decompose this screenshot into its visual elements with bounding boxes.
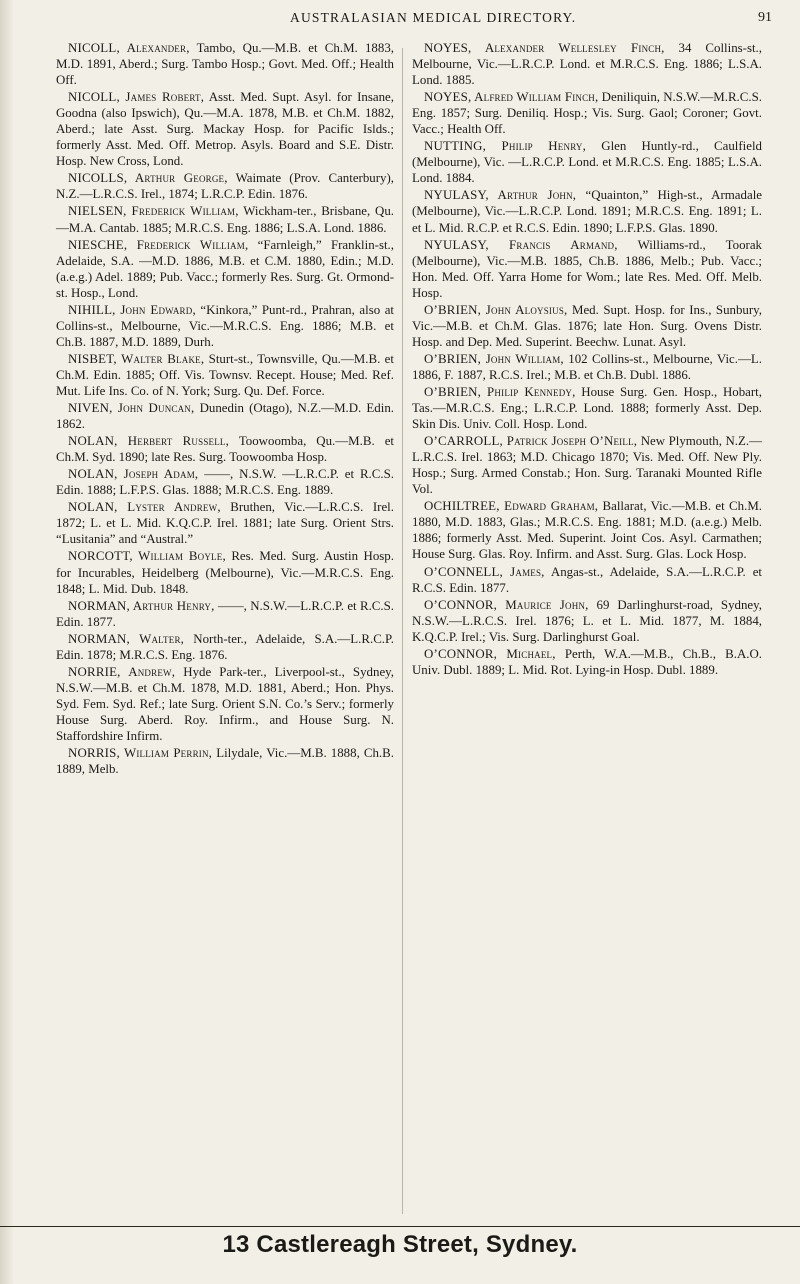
entry-name: NICOLLS, Arthur George, xyxy=(68,171,228,186)
footer xyxy=(0,1226,800,1259)
entry-details: “Farnleigh,” Franklin-st., Adelaide, S.A. —M.D. 1886, M.B. et C.M. 1880, Edin.; M.D. (a.e.g.) Adel. 1889; Pub. Vacc.; formerly Res. Surg. Gt. Ormond-st. Hosp., Lond. xyxy=(56,237,394,300)
directory-entry xyxy=(56,745,394,777)
directory-entry xyxy=(412,384,762,432)
page-edge-shadow xyxy=(0,0,14,1284)
entry-details: Angas-st., Adelaide, S.A.—L.R.C.P. et R.C.S. Edin. 1877. xyxy=(412,564,762,595)
running-title: AUSTRALASIAN MEDICAL DIRECTORY. xyxy=(290,10,577,25)
entry-name: NUTTING, Philip Henry, xyxy=(424,139,587,154)
entry-details: Dunedin (Otago), N.Z.—M.D. Edin. 1862. xyxy=(56,401,394,432)
right-column xyxy=(412,40,762,679)
entry-details: 34 Collins-st., Melbourne, Vic.—L.R.C.P. Lond. et M.R.C.S. Eng. 1886; L.S.A. Lond. 1885. xyxy=(412,41,762,88)
directory-entry xyxy=(56,499,394,547)
directory-entry xyxy=(412,40,762,88)
directory-entry xyxy=(56,598,394,630)
directory-entry xyxy=(412,302,762,350)
directory-entry xyxy=(412,498,762,562)
entry-name: O’BRIEN, John William, xyxy=(424,351,564,366)
entry-details: Hyde Park-ter., Liverpool-st., Sydney, N.S.W.—M.B. et Ch.M. 1878, M.D. 1881, Aberd.; Hon. Phys. Syd. Fem. Syd. Ref.; late Surg. Orient S.N. Co.’s Serv.; formerly House Surg. Aberd. Roy. Infirm., and House Surg. N. Staffordshire Infirm. xyxy=(56,664,394,743)
entry-details: Med. Supt. Hosp. for Ins., Sunbury, Vic.—M.B. et Ch.M. Glas. 1876; late Hon. Surg. Ovens Distr. Hosp. and Dep. Med. Superint. Beechw. Lunat. Asyl. xyxy=(412,302,762,349)
directory-entry xyxy=(412,597,762,645)
directory-entry xyxy=(56,664,394,744)
entry-name: O’CONNOR, Michael, xyxy=(424,646,556,661)
entry-details: House Surg. Gen. Hosp., Hobart, Tas.—M.R.C.S. Eng.; L.R.C.P. Lond. 1888; formerly Asst. Dep. Skin Dis. Univ. Coll. Hosp. Lond. xyxy=(412,384,762,432)
entry-details: “Quainton,” High-st., Armadale (Melbourne), Vic.—L.R.C.P. Lond. 1891; M.R.C.S. Eng. 1891; L. et L. Mid. R.C.P. et R.C.S. Edin. 1890; L.F.P.S. Glas. 1890. xyxy=(412,188,762,235)
entry-details: “Kinkora,” Punt-rd., Prahran, also at Collins-st., Melbourne, Vic.—M.R.C.S. Eng. 1886; M.B. et Ch.B. 1887, M.D. 1889, Durh. xyxy=(56,302,394,349)
running-header xyxy=(60,10,772,34)
entry-name: O’CONNELL, James, xyxy=(424,564,545,579)
entry-name: O’CARROLL, Patrick Joseph O’Neill, xyxy=(424,434,638,449)
entry-name: NORRIE, Andrew, xyxy=(68,664,176,679)
directory-entry xyxy=(412,564,762,596)
directory-entry xyxy=(56,466,394,498)
directory-entry xyxy=(412,89,762,137)
directory-entry xyxy=(412,351,762,383)
entry-details: Tambo, Qu.—M.B. et Ch.M. 1883, M.D. 1891, Aberd.; Surg. Tambo Hosp.; Govt. Med. Off.; Health Off. xyxy=(56,41,394,88)
directory-entry xyxy=(56,170,394,202)
entry-details: North-ter., Adelaide, S.A.—L.R.C.P. Edin. 1878; M.R.C.S. Eng. 1876. xyxy=(56,631,394,662)
footer-address: 13 Castlereagh Street, Sydney. xyxy=(222,1231,578,1258)
entry-name: OCHILTREE, Edward Graham, xyxy=(424,499,599,514)
entry-name: NICOLL, Alexander, xyxy=(68,41,190,55)
entry-details: Williams-rd., Toorak (Melbourne), Vic.—M.B. 1885, Ch.B. 1886, Melb.; Pub. Vacc.; Hon. Med. Off. Yarra Home for Wom.; late Res. Med. Off. Melb. Hosp. xyxy=(412,237,762,300)
directory-entry xyxy=(56,433,394,465)
entry-name: O’BRIEN, Philip Kennedy, xyxy=(424,384,576,399)
entry-name: NOYES, Alfred William Finch, xyxy=(424,90,599,105)
entry-name: NORRIS, William Perrin, xyxy=(68,746,213,761)
entry-details: Deniliquin, N.S.W.—M.R.C.S. Eng. 1857; Surg. Deniliq. Hosp.; Vis. Surg. Gaol; Coroner; Govt. Vacc.; Health Off. xyxy=(412,90,762,137)
page-number: 91 xyxy=(758,10,772,25)
entry-details: Glen Huntly-rd., Caulfield (Melbourne), Vic. —L.R.C.P. Lond. et M.R.C.S. Eng. 1885; L.S.A. Lond. 1884. xyxy=(412,139,763,186)
entry-name: O’BRIEN, John Aloysius, xyxy=(424,302,568,317)
entry-details: Waimate (Prov. Canterbury), N.Z.—L.R.C.S. Irel., 1874; L.R.C.P. Edin. 1876. xyxy=(56,171,394,202)
directory-entry xyxy=(56,351,394,399)
column-divider xyxy=(402,48,403,1214)
directory-entry xyxy=(412,187,762,235)
entry-details: ——, N.S.W. —L.R.C.P. et R.C.S. Edin. 1888; L.F.P.S. Glas. 1888; M.R.C.S. Eng. 1889. xyxy=(56,467,394,498)
entry-name: NORMAN, Walter, xyxy=(68,631,185,646)
left-column xyxy=(56,40,394,778)
entry-name: NOLAN, Herbert Russell, xyxy=(68,434,230,449)
entry-name: NYULASY, Arthur John, xyxy=(424,188,577,203)
entry-details: ——, N.S.W.—L.R.C.P. et R.C.S. Edin. 1877. xyxy=(56,598,395,629)
directory-entry xyxy=(412,138,762,186)
entry-details: Res. Med. Surg. Austin Hosp. for Incurables, Heidelberg (Melbourne), Vic.—M.R.C.S. Eng. 1848; L. Mid. Dub. 1848. xyxy=(56,549,394,596)
entry-name: NYULASY, Francis Armand, xyxy=(424,237,618,252)
entry-details: 69 Darlinghurst-road, Sydney, N.S.W.—L.R.C.S. Irel. 1876; L. et L. Mid. 1877, M. 1884, K.Q.C.P. Irel.; Vis. Surg. Darlinghurst Goal. xyxy=(412,597,762,644)
entry-details: Toowoomba, Qu.—M.B. et Ch.M. Syd. 1890; late Res. Surg. Toowoomba Hosp. xyxy=(56,434,394,465)
directory-entry xyxy=(412,237,762,301)
entry-name: NISBET, Walter Blake, xyxy=(68,351,205,366)
entry-name: NIESCHE, Frederick William, xyxy=(68,237,249,252)
entry-name: NIHILL, John Edward, xyxy=(68,302,196,317)
entry-name: NOYES, Alexander Wellesley Finch, xyxy=(424,41,665,55)
entry-details: Perth, W.A.—M.B., Ch.B., B.A.O. Univ. Dubl. 1889; L. Mid. Rot. Lying-in Hosp. Dubl. 1889. xyxy=(412,646,763,677)
entry-name: NIVEN, John Duncan, xyxy=(68,401,195,416)
directory-entry xyxy=(56,400,394,432)
entry-details: 102 Collins-st., Melbourne, Vic.—L. 1886, F. 1887, R.C.S. Irel.; M.B. et Ch.B. Dubl. 1886. xyxy=(412,351,762,382)
entry-details: Ballarat, Vic.—M.B. et Ch.M. 1880, M.D. 1883, Glas.; M.R.C.S. Eng. 1881; M.D. (a.e.g.) Melb. 1886; formerly Asst. Med. Superint. Joint Cos. Asyl. Carmathen; House Surg. Glas. Roy. Infirm. and Asst. Surg. Glas. Lock Hosp. xyxy=(412,499,762,562)
directory-entry xyxy=(56,40,394,88)
directory-entry xyxy=(56,302,394,350)
entry-details: Lilydale, Vic.—M.B. 1888, Ch.B. 1889, Melb. xyxy=(56,746,394,777)
entry-name: NIELSEN, Frederick William, xyxy=(68,204,239,219)
directory-entry xyxy=(56,237,394,301)
directory-entry xyxy=(56,548,394,596)
entry-name: O’CONNOR, Maurice John, xyxy=(424,597,589,612)
entry-details: Asst. Med. Supt. Asyl. for Insane, Goodna (also Ipswich), Qu.—M.A. 1878, M.B. et Ch.M. 1882, Aberd.; late Asst. Surg. Mackay Hosp. for Pacific Islds.; formerly Asst. Med. Off. Metrop. Asyls. Board and S.E. Distr. Hosp. New Cross, Lond. xyxy=(56,90,394,169)
entry-details: New Plymouth, N.Z.—L.R.C.S. Irel. 1863; M.D. Chicago 1870; Vis. Med. Off. New Ply. Hosp.; Surg. Armed Constab.; Hon. Surg. Taranaki Mounted Rifle Vol. xyxy=(412,434,762,497)
entry-name: NOLAN, Lyster Andrew, xyxy=(68,500,221,515)
entry-details: Sturt-st., Townsville, Qu.—M.B. et Ch.M. Edin. 1885; Off. Vis. Townsv. Recept. House; Med. Ref. Mut. Life Ins. Co. of N. York; Surg. Qu. Def. Force. xyxy=(56,351,394,398)
entry-details: Bruthen, Vic.—L.R.C.S. Irel. 1872; L. et L. Mid. K.Q.C.P. Irel. 1881; late Surg. Orient Strs. “Lusitania” and “Austral.” xyxy=(56,500,394,547)
entry-name: NOLAN, Joseph Adam, xyxy=(68,467,199,482)
entry-name: NORCOTT, William Boyle, xyxy=(68,549,226,564)
directory-entry xyxy=(56,203,394,235)
directory-entry xyxy=(56,631,394,663)
entry-name: NORMAN, Arthur Henry, xyxy=(68,598,215,613)
directory-entry xyxy=(56,89,394,169)
entry-name: NICOLL, James Robert, xyxy=(68,90,205,105)
directory-entry xyxy=(412,646,762,678)
directory-entry xyxy=(412,433,762,497)
entry-details: Wickham-ter., Brisbane, Qu.—M.A. Cantab. 1885; M.R.C.S. Eng. 1886; L.S.A. Lond. 1886. xyxy=(56,204,394,235)
